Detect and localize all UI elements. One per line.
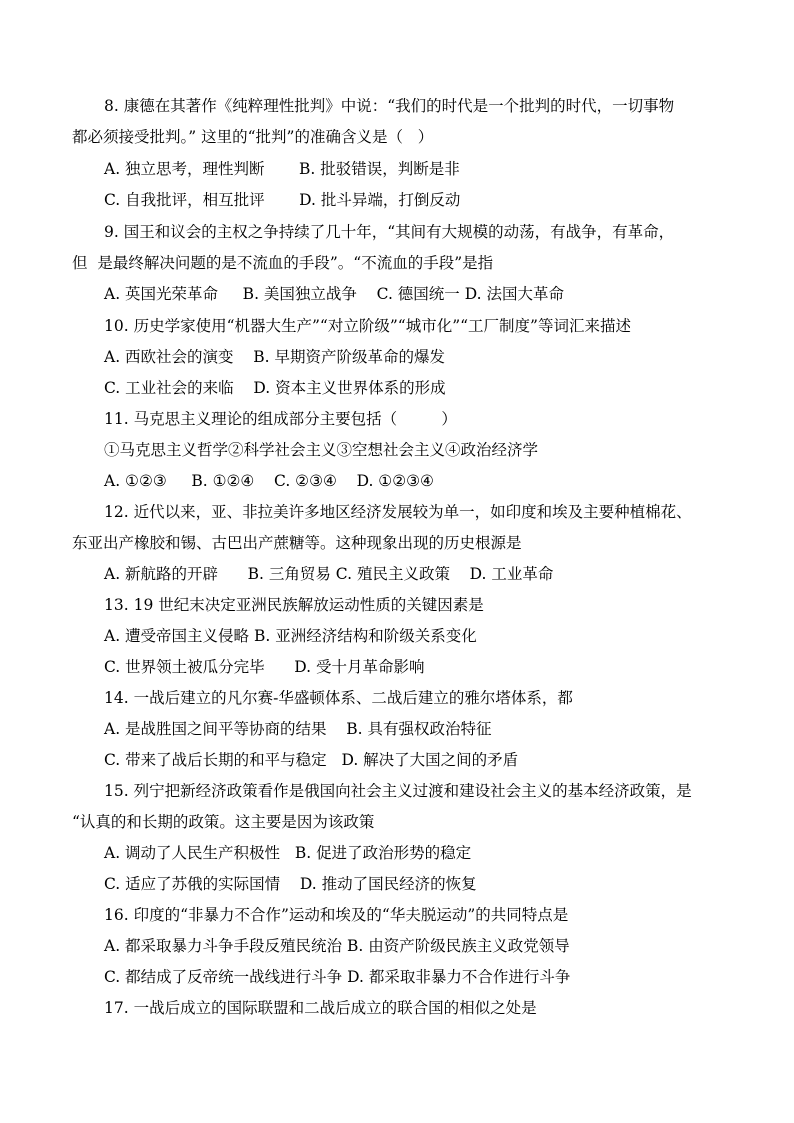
question-8-options-line-1: A. 独立思考，理性判断 B. 批驳错误，判断是非	[104, 160, 460, 178]
question-11-stem-line-1: 11. 马克思主义理论的组成部分主要包括（ ）	[104, 410, 457, 428]
question-12-stem-line-1: 12. 近代以来，亚、非拉美许多地区经济发展较为单一，如印度和埃及主要种植棉花、	[104, 503, 692, 521]
question-14-stem-line-1: 14. 一战后建立的凡尔赛-华盛顿体系、二战后建立的雅尔塔体系，都	[104, 689, 573, 707]
question-15-stem-line-1: 15. 列宁把新经济政策看作是俄国向社会主义过渡和建设社会主义的基本经济政策，是	[104, 782, 692, 800]
question-15-stem-line-2: “认真的和长期的政策。这主要是因为该政策	[72, 813, 375, 831]
question-10-stem-line-1: 10. 历史学家使用“机器大生产”“对立阶级”“城市化”“工厂制度”等词汇来描述	[104, 317, 631, 335]
question-17-stem-line-1: 17. 一战后成立的国际联盟和二战后成立的联合国的相似之处是	[104, 999, 537, 1017]
question-15-options-line-2: C. 适应了苏俄的实际国情 D. 推动了国民经济的恢复	[104, 875, 477, 893]
question-14-options-line-2: C. 带来了战后长期的和平与稳定 D. 解决了大国之间的矛盾	[104, 751, 519, 769]
question-10-options-line-2: C. 工业社会的来临 D. 资本主义世界体系的形成	[104, 379, 446, 397]
question-13-options-line-1: A. 遭受帝国主义侵略 B. 亚洲经济结构和阶级关系变化	[104, 627, 477, 645]
question-12-stem-line-2: 东亚出产橡胶和锡、古巴出产蔗糖等。这种现象出现的历史根源是	[72, 534, 522, 552]
question-8-stem-line-1: 8. 康德在其著作《纯粹理性批判》中说：“我们的时代是一个批判的时代，一切事物	[104, 97, 675, 115]
question-16-options-line-1: A. 都采取暴力斗争手段反殖民统治 B. 由资产阶级民族主义政党领导	[104, 937, 570, 955]
question-15-options-line-1: A. 调动了人民生产积极性 B. 促进了政治形势的稳定	[104, 844, 472, 862]
question-14-options-line-1: A. 是战胜国之间平等协商的结果 B. 具有强权政治特征	[104, 720, 492, 738]
question-9-stem-line-1: 9. 国王和议会的主权之争持续了几十年，“其间有大规模的动荡，有战争，有革命，	[104, 223, 675, 241]
question-9-stem-line-2: 但 是最终解决问题的是不流血的手段”。“不流血的手段”是指	[72, 254, 494, 272]
question-13-options-line-2: C. 世界领土被瓜分完毕 D. 受十月革命影响	[104, 658, 425, 676]
question-10-options-line-1: A. 西欧社会的演变 B. 早期资产阶级革命的爆发	[104, 348, 446, 366]
question-12-options-line-1: A. 新航路的开辟 B. 三角贸易 C. 殖民主义政策 D. 工业革命	[104, 565, 554, 583]
question-8-options-line-2: C. 自我批评，相互批评 D. 批斗异端，打倒反动	[104, 191, 461, 209]
question-9-options-line-1: A. 英国光荣革命 B. 美国独立战争 C. 德国统一 D. 法国大革命	[104, 285, 564, 303]
question-11-stem-line-2: ①马克思主义哲学②科学社会主义③空想社会主义④政治经济学	[104, 441, 539, 459]
question-13-stem-line-1: 13. 19 世纪末决定亚洲民族解放运动性质的关键因素是	[104, 596, 484, 614]
question-16-options-line-2: C. 都结成了反帝统一战线进行斗争 D. 都采取非暴力不合作进行斗争	[104, 968, 571, 986]
question-11-options-line-1: A. ①②③ B. ①②④ C. ②③④ D. ①②③④	[104, 472, 434, 490]
question-8-stem-line-2: 都必须接受批判。” 这里的“批判”的准确含义是（ ）	[72, 128, 434, 146]
question-16-stem-line-1: 16. 印度的“非暴力不合作”运动和埃及的“华夫脱运动”的共同特点是	[104, 906, 569, 924]
